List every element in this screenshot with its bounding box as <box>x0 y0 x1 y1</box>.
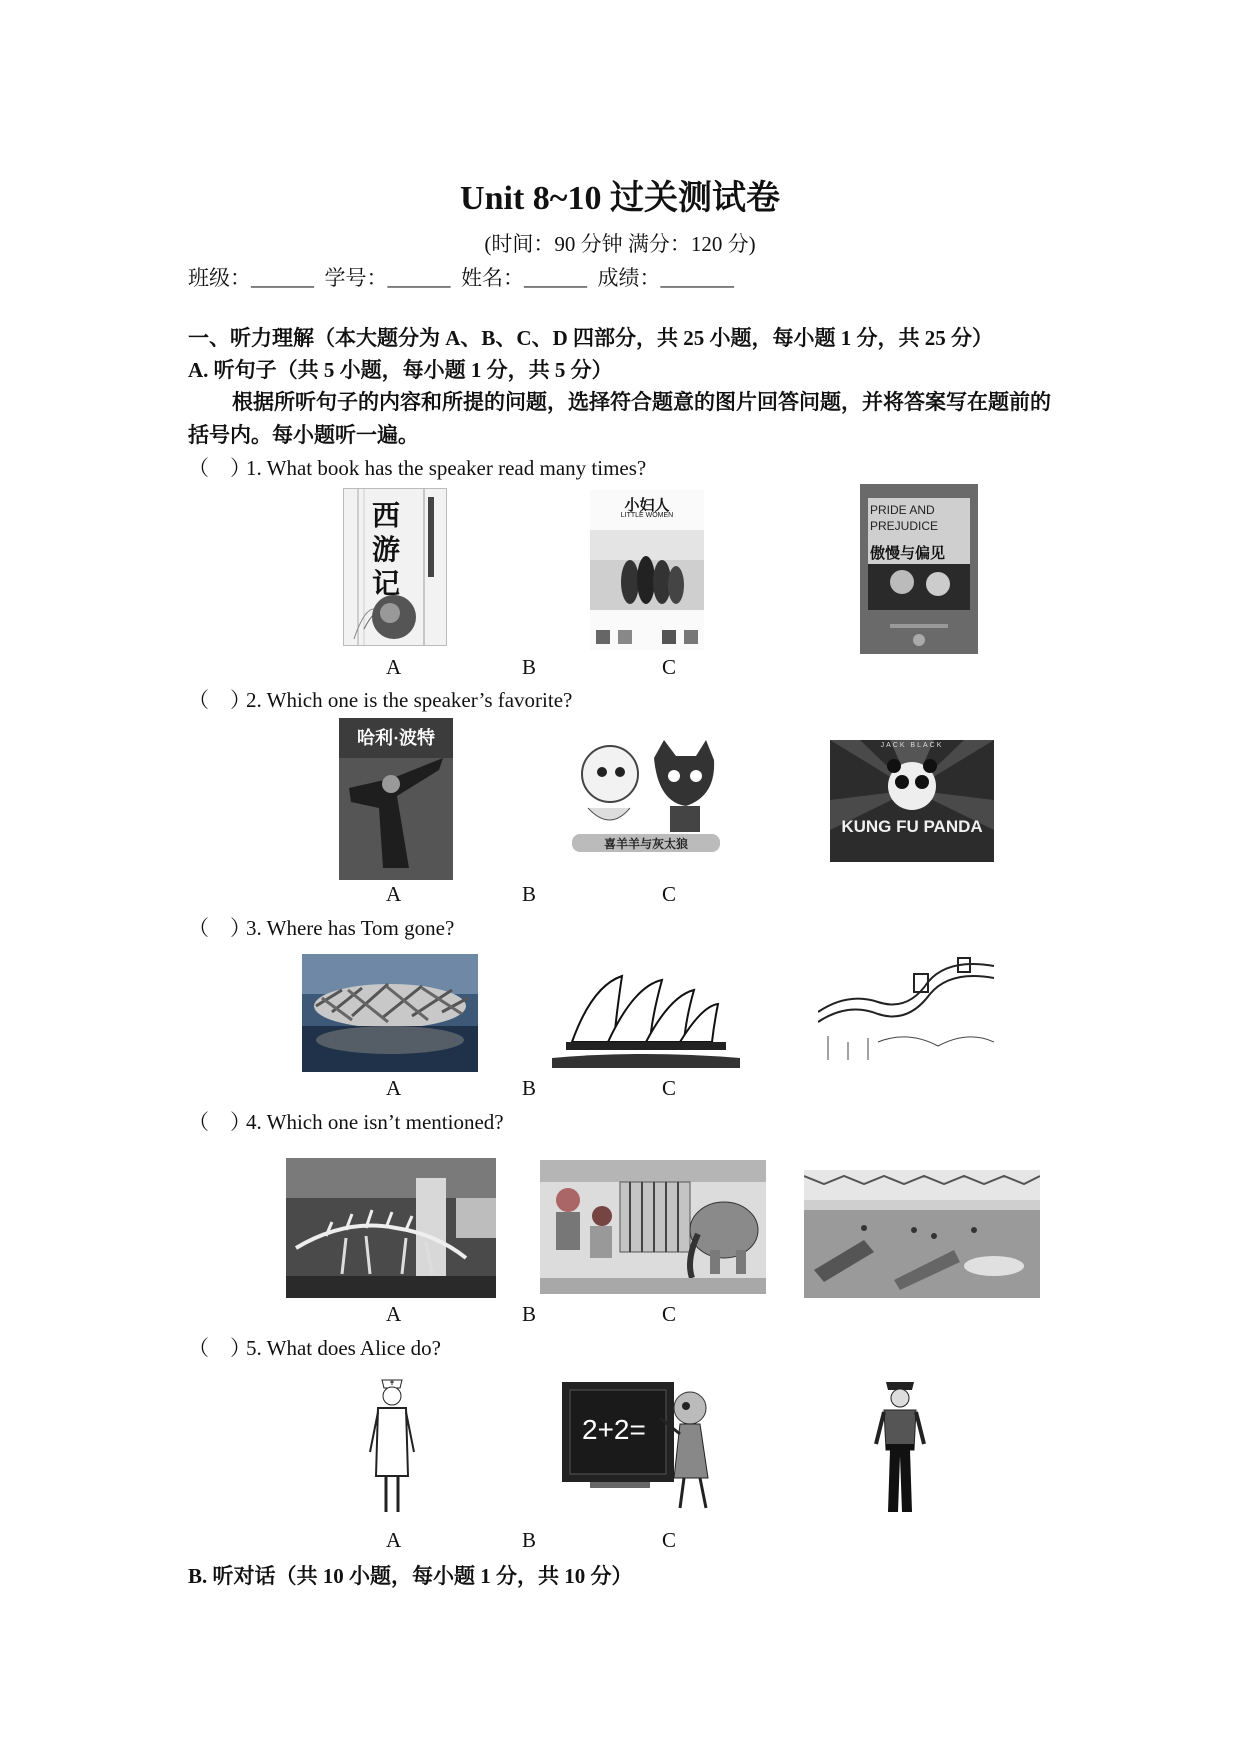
poster-title: KUNG FU PANDA <box>841 817 983 836</box>
great-wall[interactable] <box>818 952 994 1060</box>
police-officer[interactable] <box>872 1372 928 1520</box>
cover-title: 小妇人 <box>624 498 670 514</box>
question-2 <box>188 684 572 714</box>
option-label-a: A <box>386 655 402 679</box>
cover-title: 西游记 <box>372 499 401 600</box>
cover-title: 哈利·波特 <box>356 728 435 748</box>
part-a-instruction: 根据所听句子的内容和所提的问题，选择符合题意的图片回答问题，并将答案写在题前的括号内。每小题听一遍。 <box>188 390 1051 447</box>
answer-bracket[interactable]: （ ） <box>188 1336 251 1360</box>
answer-bracket[interactable]: （ ） <box>188 688 251 712</box>
option-label-c: C <box>662 882 677 906</box>
cartoon-title: 喜羊羊与灰太狼 <box>603 837 688 851</box>
option-label-a: A <box>386 1528 402 1552</box>
option-label-b: B <box>522 882 537 906</box>
birds-nest-stadium[interactable] <box>302 954 478 1072</box>
question-4 <box>188 1106 504 1136</box>
question-text: 3. Where has Tom gone? <box>246 916 455 940</box>
poster-actor: JACK BLACK <box>880 742 944 749</box>
journey-to-the-west-cover[interactable] <box>343 488 447 646</box>
option-label-c: C <box>662 1302 677 1326</box>
question-text: 5. What does Alice do? <box>246 1336 441 1360</box>
question-text: 4. Which one isn’t mentioned? <box>246 1110 504 1134</box>
option-label-c: C <box>662 1076 677 1100</box>
zoo-elephant[interactable] <box>540 1160 766 1294</box>
part-a-heading: A. 听句子（共 5 小题，每小题 1 分，共 5 分） <box>188 358 613 382</box>
question-1 <box>188 452 646 482</box>
sydney-opera-house[interactable] <box>552 966 740 1068</box>
part-b-heading: B. 听对话（共 10 小题，每小题 1 分，共 10 分） <box>188 1564 633 1588</box>
option-label-b: B <box>522 1528 537 1552</box>
kung-fu-panda-poster[interactable] <box>830 740 994 862</box>
question-5 <box>188 1332 441 1362</box>
teacher-blackboard[interactable] <box>560 1378 728 1514</box>
cover-title: PRIDE AND PREJUDICE <box>870 503 939 533</box>
option-label-b: B <box>522 1076 537 1100</box>
option-label-a: A <box>386 1302 402 1326</box>
nurse[interactable] <box>368 1372 416 1520</box>
little-women-cover[interactable] <box>590 490 704 650</box>
answer-bracket[interactable]: （ ） <box>188 456 251 480</box>
option-label-b: B <box>522 1302 537 1326</box>
option-label-b: B <box>522 655 537 679</box>
option-label-c: C <box>662 655 677 679</box>
page-title: Unit 8~10 过关测试卷 <box>460 180 780 217</box>
blackboard-text: 2+2= <box>582 1414 646 1445</box>
question-text: 1. What book has the speaker read many times? <box>246 456 647 480</box>
option-label-a: A <box>386 882 402 906</box>
water-park[interactable] <box>804 1170 1040 1298</box>
pride-and-prejudice-cover[interactable] <box>860 484 978 654</box>
answer-bracket[interactable]: （ ） <box>188 916 251 940</box>
answer-bracket[interactable]: （ ） <box>188 1110 251 1134</box>
question-text: 2. Which one is the speaker’s favorite? <box>246 688 573 712</box>
option-label-c: C <box>662 1528 677 1552</box>
exam-meta: (时间：90 分钟 满分：120 分) <box>484 232 756 256</box>
question-3 <box>188 912 454 942</box>
museum-dinosaur[interactable] <box>286 1158 496 1298</box>
cover-subtitle: 傲慢与偏见 <box>870 546 946 562</box>
harry-potter-cover[interactable] <box>339 718 453 880</box>
cover-subtitle: LITTLE WOMEN <box>620 512 674 519</box>
option-label-a: A <box>386 1076 402 1100</box>
cartoon-sheep-wolf[interactable] <box>566 736 726 860</box>
section-heading: 一、听力理解（本大题分为 A、B、C、D 四部分，共 25 小题，每小题 1 分，共 25 分） <box>188 326 994 350</box>
student-info-line: 班级：______ 学号：______ 姓名：______ 成绩：_______ <box>188 266 734 290</box>
